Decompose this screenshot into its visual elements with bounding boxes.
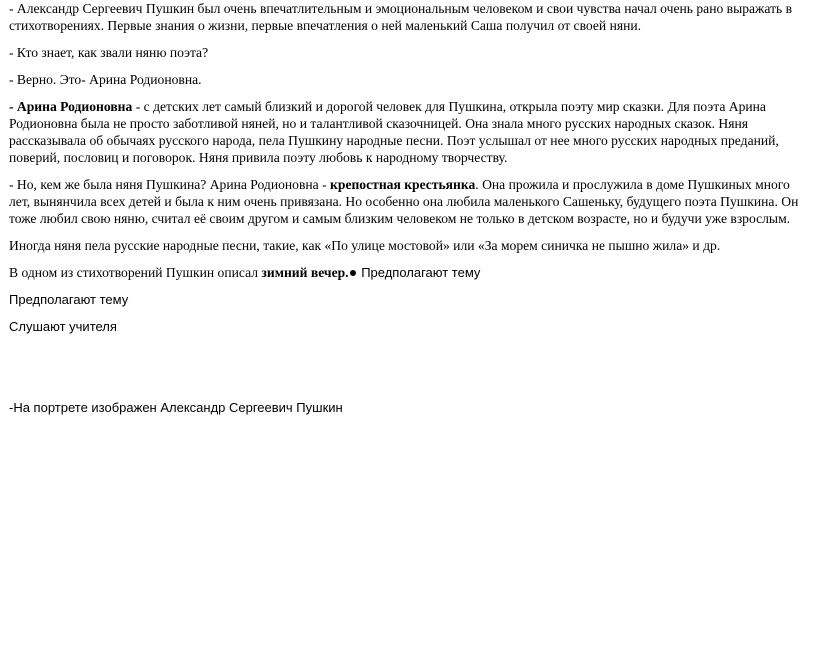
paragraph-intro: - Александр Сергеевич Пушкин был очень впечатлительным и эмоциональным человеком и свои чувства начал очень рано выражать в стихотворениях. Первые знания о жизни, первые впечатления о ней маленький Саша получил от своей няни. xyxy=(9,1,793,33)
paragraph-arina-description xyxy=(9,98,809,166)
arina-description-text: - с детских лет самый близкий и дорогой человек для Пушкина, открыла поэту мир сказки. Для поэта Арина Родионовна была не просто заботливой няней, но и талантливой сказочницей. Она знала много русских народных сказок. Няня рассказывала об обычаях русского народа, пела Пушкину народные песни. Поэт услышал от нее много русских народных преданий, поверий, пословиц и поговорок. Няня привила поэту любовь к народному творчеству. xyxy=(9,99,779,165)
paragraph-answer-nanny: - Верно. Это- Арина Родионовна. xyxy=(9,72,202,87)
paragraph-portrait-note: -На портрете изображен Александр Сергеевич Пушкин xyxy=(9,400,343,415)
winter-evening-student-note: Предполагают тему xyxy=(357,265,481,280)
serf-bold-text: крепостная крестьянка xyxy=(330,177,476,192)
bullet-dot-icon xyxy=(350,270,356,276)
serf-rest-text: . Она прожила и прослужила в доме Пушкиных много лет, вынянчила всех детей и была к ним очень привязана. Но особенно она любила маленького Сашеньку, будущего поэта Пушкина. Он тоже любил свою няню, считал её своим другом и самым близким человеком не только в детском возрасте, но и будучи уже взрослым. xyxy=(9,177,799,226)
paragraph-student-listen: Слушают учителя xyxy=(9,319,117,334)
paragraph-serf xyxy=(9,176,809,227)
serf-intro-text: - Но, кем же была няня Пушкина? Арина Родионовна - xyxy=(9,177,331,192)
winter-evening-intro: В одном из стихотворений Пушкин описал xyxy=(9,265,262,280)
document-body xyxy=(9,0,809,345)
paragraph-winter-evening xyxy=(9,264,809,281)
winter-evening-bold: зимний вечер. xyxy=(261,265,349,280)
paragraph-student-topic: Предполагают тему xyxy=(9,292,129,307)
paragraph-folk-songs: Иногда няня пела русские народные песни, такие, как «По улице мостовой» или «За морем синичка не пышно жила» и др. xyxy=(9,238,721,253)
paragraph-question-nanny: - Кто знает, как звали няню поэта? xyxy=(9,45,209,60)
arina-name-bold: - Арина Родионовна xyxy=(9,99,133,114)
